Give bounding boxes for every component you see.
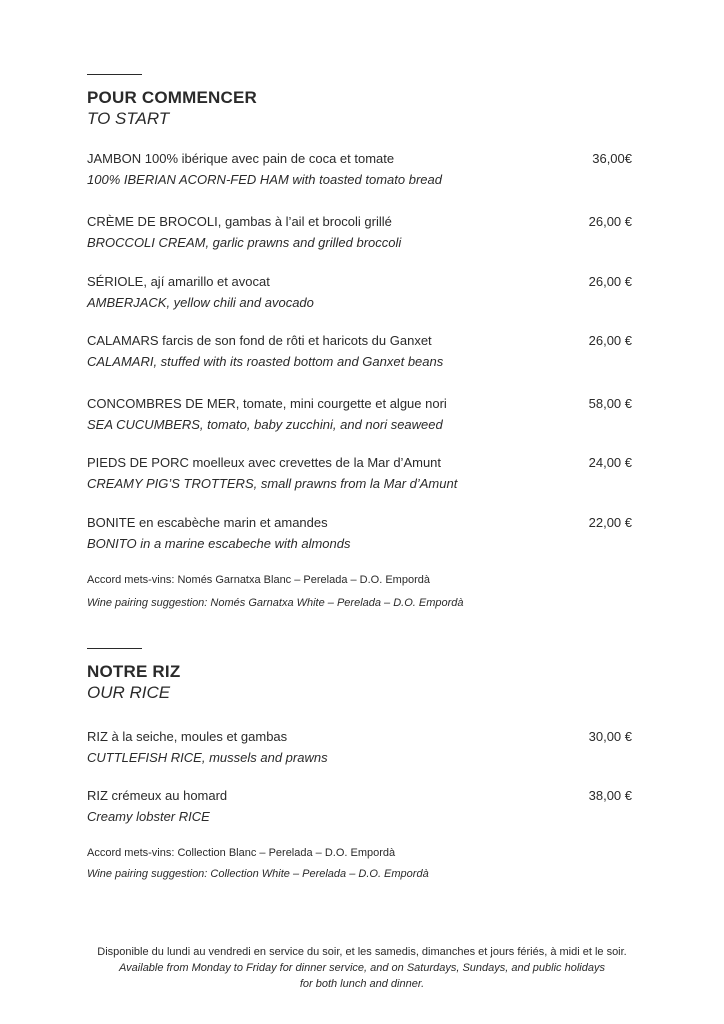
item-name-fr: BONITE en escabèche marin et amandes	[87, 515, 328, 530]
item-name-en: BROCCOLI CREAM, garlic prawns and grilled broccoli	[87, 235, 402, 250]
availability-footer	[0, 944, 724, 992]
wine-pairing-en: Wine pairing suggestion: Collection White – Perelada – D.O. Empordà	[87, 868, 429, 880]
section-title-en: TO START	[87, 109, 170, 128]
item-name-en: AMBERJACK, yellow chili and avocado	[87, 295, 314, 310]
section-rice	[87, 648, 632, 703]
wine-pairing-fr: Accord mets-vins: Collection Blanc – Perelada – D.O. Empordà	[87, 847, 396, 859]
item-name-fr: RIZ à la seiche, moules et gambas	[87, 729, 288, 744]
item-name-fr: JAMBON 100% ibérique avec pain de coca et tomate	[87, 151, 395, 166]
item-price: 38,00 €	[588, 788, 632, 803]
menu-item	[87, 787, 632, 826]
item-name-fr: CRÈME DE BROCOLI, gambas à l’ail et brocoli grillé	[87, 214, 392, 229]
availability-fr: Disponible du lundi au vendredi en service du soir, et les samedis, dimanches et jours fériés, à midi et le soir.	[97, 946, 627, 958]
item-name-en: CUTTLEFISH RICE, mussels and prawns	[87, 750, 328, 765]
item-name-en: CALAMARI, stuffed with its roasted bottom and Ganxet beans	[87, 354, 444, 369]
wine-pairing-fr: Accord mets-vins: Només Garnatxa Blanc – Perelada – D.O. Empordà	[87, 574, 430, 586]
item-price: 22,00 €	[588, 515, 632, 530]
menu-item	[87, 213, 632, 252]
item-name-fr: CALAMARS farcis de son fond de rôti et haricots du Ganxet	[87, 333, 432, 348]
menu-item	[87, 273, 632, 312]
item-name-en: SEA CUCUMBERS, tomato, baby zucchini, and nori seaweed	[87, 417, 443, 432]
menu-item	[87, 150, 632, 189]
section-divider	[87, 74, 142, 75]
section-title-en: OUR RICE	[87, 683, 171, 702]
menu-item	[87, 728, 632, 767]
item-name-en: BONITO in a marine escabeche with almonds	[87, 536, 351, 551]
item-name-fr: PIEDS DE PORC moelleux avec crevettes de la Mar d’Amunt	[87, 455, 442, 470]
item-name-fr: SÉRIOLE, ají amarillo et avocat	[87, 274, 270, 289]
menu-item	[87, 454, 632, 493]
item-price: 26,00 €	[588, 274, 632, 289]
item-price: 24,00 €	[588, 455, 632, 470]
item-name-fr: RIZ crémeux au homard	[87, 788, 228, 803]
section-divider	[87, 648, 142, 649]
item-name-en: Creamy lobster RICE	[87, 809, 210, 824]
item-price: 26,00 €	[588, 214, 632, 229]
item-name-en: CREAMY PIG’S TROTTERS, small prawns from la Mar d’Amunt	[87, 476, 458, 491]
availability-en-line1: Available from Monday to Friday for dinner service, and on Saturdays, Sundays, and public holidays	[119, 962, 605, 974]
item-price: 58,00 €	[588, 396, 632, 411]
availability-en-line2: for both lunch and dinner.	[299, 978, 425, 990]
item-name-en: 100% IBERIAN ACORN-FED HAM with toasted tomato bread	[87, 172, 442, 187]
item-price: 30,00 €	[588, 729, 632, 744]
menu-item	[87, 332, 632, 371]
section-title-fr: POUR COMMENCER	[87, 88, 257, 107]
menu-item	[87, 514, 632, 553]
menu-item	[87, 395, 632, 434]
item-price: 26,00 €	[588, 333, 632, 348]
section-title-fr: NOTRE RIZ	[87, 662, 181, 681]
item-price: 36,00€	[592, 151, 632, 166]
item-name-fr: CONCOMBRES DE MER, tomate, mini courgette et algue nori	[87, 396, 447, 411]
section-starters	[87, 74, 632, 129]
wine-pairing-en: Wine pairing suggestion: Només Garnatxa White – Perelada – D.O. Empordà	[87, 597, 464, 609]
